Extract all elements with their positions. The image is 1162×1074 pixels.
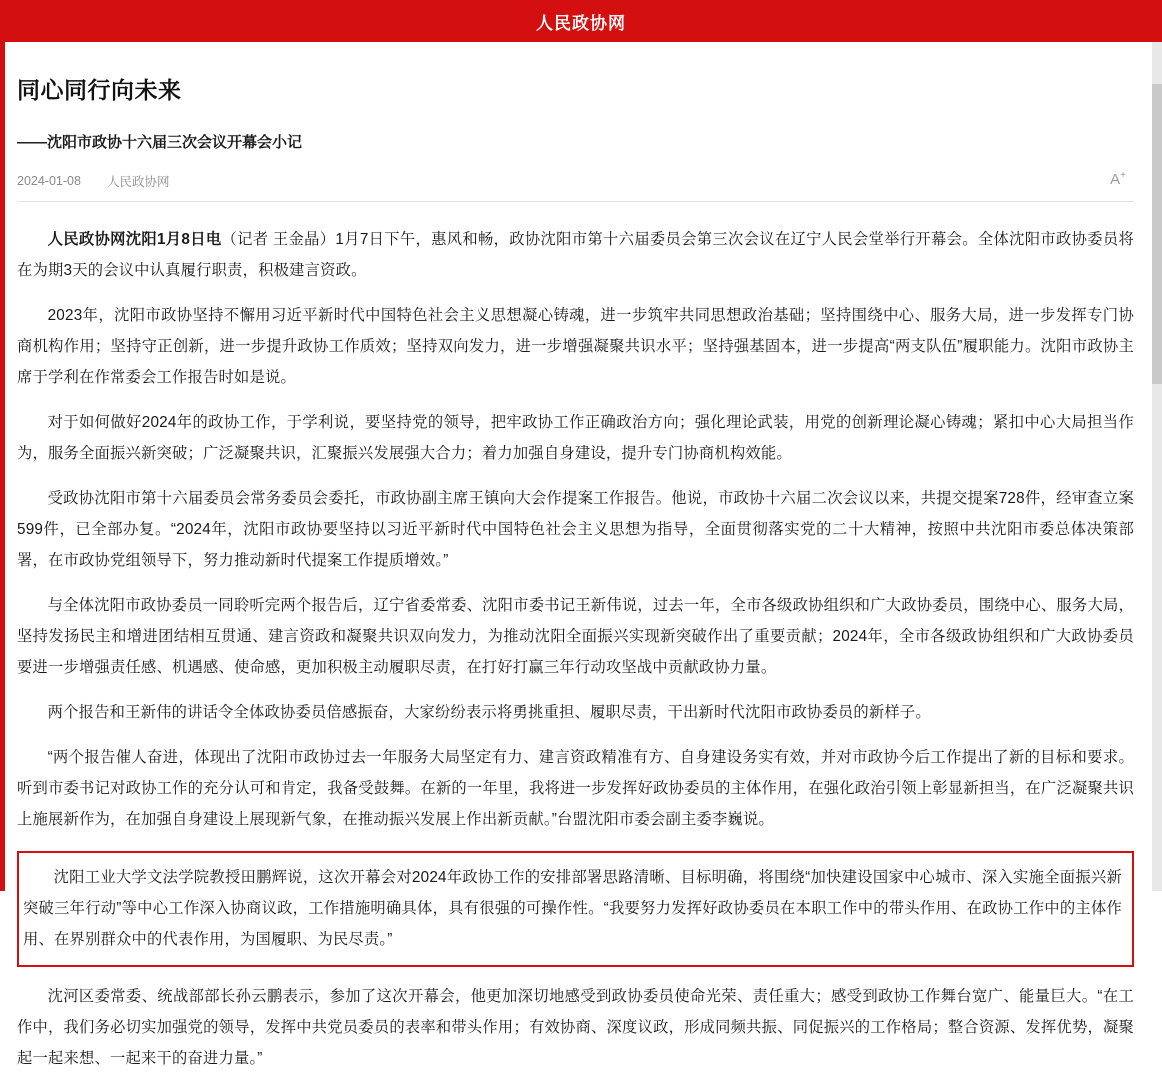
font-size-increase-button[interactable] <box>1110 170 1126 188</box>
scrollbar-thumb[interactable] <box>1152 84 1162 384</box>
scrollbar-track[interactable] <box>1152 42 1162 891</box>
paragraph: 受政协沈阳市第十六届委员会常务委员会委托，市政协副主席王镇向大会作提案工作报告。他说，市政协十六届二次会议以来，共提交提案728件，经审查立案599件，已全部办复。“2024年，沈阳市政协要坚持以习近平新时代中国特色社会主义思想为指导，全面贯彻落实党的二十大精神，按照中共沈阳市委总体决策部署，在市政协党组领导下，努力推动新时代提案工作提质增效。” <box>17 490 1134 569</box>
article-subtitle: ——沈阳市政协十六届三次会议开幕会小记 <box>17 134 303 151</box>
font-size-label: A <box>1110 171 1121 188</box>
article-source: 人民政协网 <box>106 175 170 189</box>
article-meta <box>17 172 1134 202</box>
dateline: 人民政协网沈阳1月8日电 <box>47 231 222 248</box>
paragraph: 对于如何做好2024年的政协工作，于学利说，要坚持党的领导，把牢政协工作正确政治方向；强化理论武装，用党的创新理论凝心铸魂；紧扣中心大局担当作为，服务全面振兴新突破；广泛凝聚共识，汇聚振兴发展强大合力；着力加强自身建设，提升专门协商机构效能。 <box>17 414 1134 462</box>
highlighted-paragraph-box <box>17 851 1134 967</box>
paragraph <box>17 224 1134 286</box>
font-size-plus: + <box>1120 170 1126 181</box>
paragraph: 沈阳工业大学文法学院教授田鹏辉说，这次开幕会对2024年政协工作的安排部署思路清晰、目标明确，将围绕“加快建设国家中心城市、深入实施全面振兴新突破三年行动”等中心工作深入协商议政，工作措施明确具体，具有很强的可操作性。“我要努力发挥好政协委员在本职工作中的带头作用、在政协工作中的主体作用、在界别群众中的代表作用，为国履职、为民尽责。” <box>23 869 1122 948</box>
paragraph: 与全体沈阳市政协委员一同聆听完两个报告后，辽宁省委常委、沈阳市委书记王新伟说，过去一年，全市各级政协组织和广大政协委员，围绕中心、服务大局，坚持发扬民主和增进团结相互贯通、建言资政和凝聚共识双向发力，为推动沈阳全面振兴实现新突破作出了重要贡献；2024年，全市各级政协组织和广大政协委员要进一步增强责任感、机遇感、使命感，更加积极主动履职尽责，在打好打赢三年行动攻坚战中贡献政协力量。 <box>17 597 1134 676</box>
publish-date: 2024-01-08 <box>17 174 81 188</box>
article-container <box>5 42 1152 1067</box>
paragraph: 2023年，沈阳市政协坚持不懈用习近平新时代中国特色社会主义思想凝心铸魂，进一步筑牢共同思想政治基础；坚持围绕中心、服务大局，进一步发挥专门协商机构作用；坚持守正创新，进一步提升政协工作质效；坚持双向发力，进一步增强凝聚共识水平；坚持强基固本，进一步提高“两支队伍”履职能力。沈阳市政协主席于学利在作常委会工作报告时如是说。 <box>17 307 1134 386</box>
paragraph: 两个报告和王新伟的讲话令全体政协委员倍感振奋，大家纷纷表示将勇挑重担、履职尽责，干出新时代沈阳市政协委员的新样子。 <box>47 704 931 721</box>
paragraph: “两个报告催人奋进，体现出了沈阳市政协过去一年服务大局坚定有力、建言资政精准有方、自身建设务实有效，并对市政协今后工作提出了新的目标和要求。听到市委书记对政协工作的充分认可和肯定，我备受鼓舞。在新的一年里，我将进一步发挥好政协委员的主体作用，在强化政治引领上彰显新担当，在广泛凝聚共识上施展新作为，在加强自身建设上展现新气象，在推动振兴发展上作出新贡献。”台盟沈阳市委会副主委李巍说。 <box>17 749 1134 828</box>
site-title: 人民政协网 <box>536 13 626 33</box>
article-body <box>17 224 1134 1074</box>
paragraph: 沈河区委常委、统战部部长孙云鹏表示，参加了这次开幕会，他更加深切地感受到政协委员使命光荣、责任重大；感受到政协工作舞台宽广、能量巨大。“在工作中，我们务必切实加强党的领导，发挥中共党员委员的表率和带头作用；有效协商、深度议政，形成同频共振、同促振兴的工作格局；整合资源、发挥优势，凝聚起一起来想、一起来干的奋进力量。” <box>17 988 1134 1067</box>
site-header <box>0 0 1162 42</box>
paragraph-text: （记者 王金晶）1月7日下午，惠风和畅，政协沈阳市第十六届委员会第三次会议在辽宁人民会堂举行开幕会。全体沈阳市政协委员将在为期3天的会议中认真履行职责，积极建言资政。 <box>17 231 1134 279</box>
page-title: 同心同行向未来 <box>17 77 182 103</box>
